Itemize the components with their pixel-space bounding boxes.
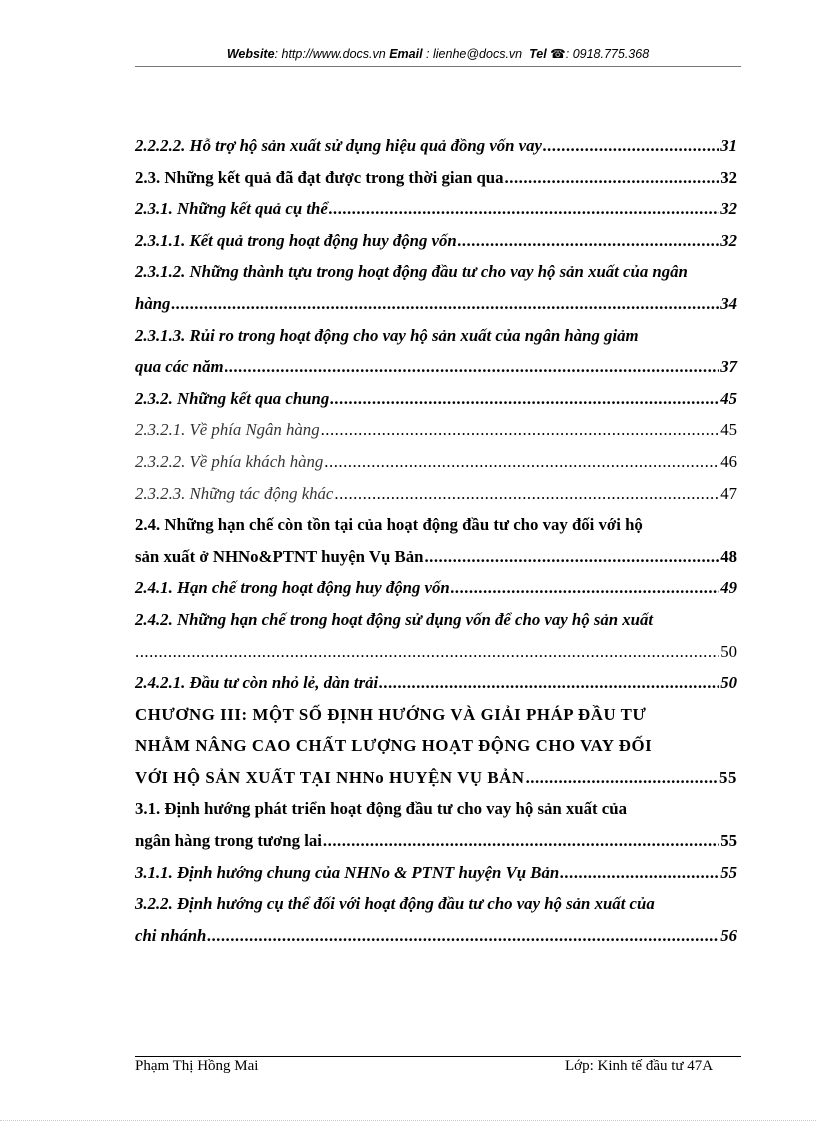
toc-entry-2-3-2-1[interactable]: 2.3.2.1. Về phía Ngân hàng ..... 45 <box>135 414 737 446</box>
tel-label: Tel <box>529 47 547 61</box>
toc-entry-chuong-3[interactable]: CHƯƠNG III: MỘT SỐ ĐỊNH HƯỚNG VÀ GIẢI PHÁP ĐẦU TƯ NHẰM NÂNG CAO CHẤT LƯỢNG HOẠT ĐỘNG CHO VAY ĐỐI VỚI HỘ SẢN XUẤT TẠI NHNo HUYỆN VỤ BẢN ..... 55 <box>135 699 737 794</box>
toc-entry-2-4-2-1[interactable]: 2.4.2.1. Đầu tư còn nhỏ lẻ, dàn trải ..... 50 <box>135 667 737 699</box>
toc-entry-2-3-1-3[interactable]: 2.3.1.3. Rủi ro trong hoạt động cho vay hộ sản xuất của ngân hàng giảm qua các năm ..... 37 <box>135 320 737 383</box>
toc-entry-2-3-1-2[interactable]: 2.3.1.2. Những thành tựu trong hoạt động đầu tư cho vay hộ sản xuất của ngân hàng ..... 34 <box>135 256 737 319</box>
footer-divider <box>135 1056 741 1057</box>
page-header <box>135 46 741 61</box>
email-value: : lienhe@docs.vn <box>426 47 523 61</box>
toc-entry-3-1-1[interactable]: 3.1.1. Định hướng chung của NHNo & PTNT huyện Vụ Bản ..... 55 <box>135 857 737 889</box>
page-edge <box>0 1120 816 1121</box>
table-of-contents <box>135 130 737 951</box>
toc-entry-2-3-1[interactable]: 2.3.1. Những kết quả cụ thể ..... 32 <box>135 193 737 225</box>
footer-author: Phạm Thị Hồng Mai <box>135 1058 259 1074</box>
toc-entry-2-4-1[interactable]: 2.4.1. Hạn chế trong hoạt động huy động vốn ..... 49 <box>135 572 737 604</box>
toc-entry-2-3[interactable]: 2.3. Những kết quả đã đạt được trong thời gian qua ..... 32 <box>135 162 737 194</box>
toc-entry-3-1[interactable]: 3.1. Định hướng phát triển hoạt động đầu tư cho vay hộ sản xuất của ngân hàng trong tương lai ..... 55 <box>135 793 737 856</box>
toc-entry-3-2-2[interactable]: 3.2.2. Định hướng cụ thể đối với hoạt động đầu tư cho vay hộ sản xuất của chi nhánh ..... 56 <box>135 888 737 951</box>
footer-class: Lớp: Kinh tế đầu tư 47A <box>565 1058 714 1074</box>
toc-entry-2-4-2[interactable]: 2.4.2. Những hạn chế trong hoạt động sử dụng vốn để cho vay hộ sản xuất ..... 50 <box>135 604 737 667</box>
tel-value: ☎: 0918.775.368 <box>550 47 650 61</box>
toc-entry-2-3-2[interactable]: 2.3.2. Những kết qua chung ..... 45 <box>135 383 737 415</box>
header-divider <box>135 66 741 67</box>
website-value: : http://www.docs.vn <box>274 47 386 61</box>
email-label: Email <box>389 47 423 61</box>
toc-entry-2-2-2-2[interactable]: 2.2.2.2. Hỗ trợ hộ sản xuất sử dụng hiệu quả đồng vốn vay ..... 31 <box>135 130 737 162</box>
toc-entry-2-3-2-2[interactable]: 2.3.2.2. Về phía khách hàng ..... 46 <box>135 446 737 478</box>
toc-entry-2-4[interactable]: 2.4. Những hạn chế còn tồn tại của hoạt động đầu tư cho vay đối với hộ sản xuất ở NHNo&PTNT huyện Vụ Bản ..... 48 <box>135 509 737 572</box>
toc-entry-2-3-2-3[interactable]: 2.3.2.3. Những tác động khác ..... 47 <box>135 478 737 510</box>
website-label: Website <box>226 47 275 61</box>
toc-entry-2-3-1-1[interactable]: 2.3.1.1. Kết quả trong hoạt động huy động vốn ..... 32 <box>135 225 737 257</box>
